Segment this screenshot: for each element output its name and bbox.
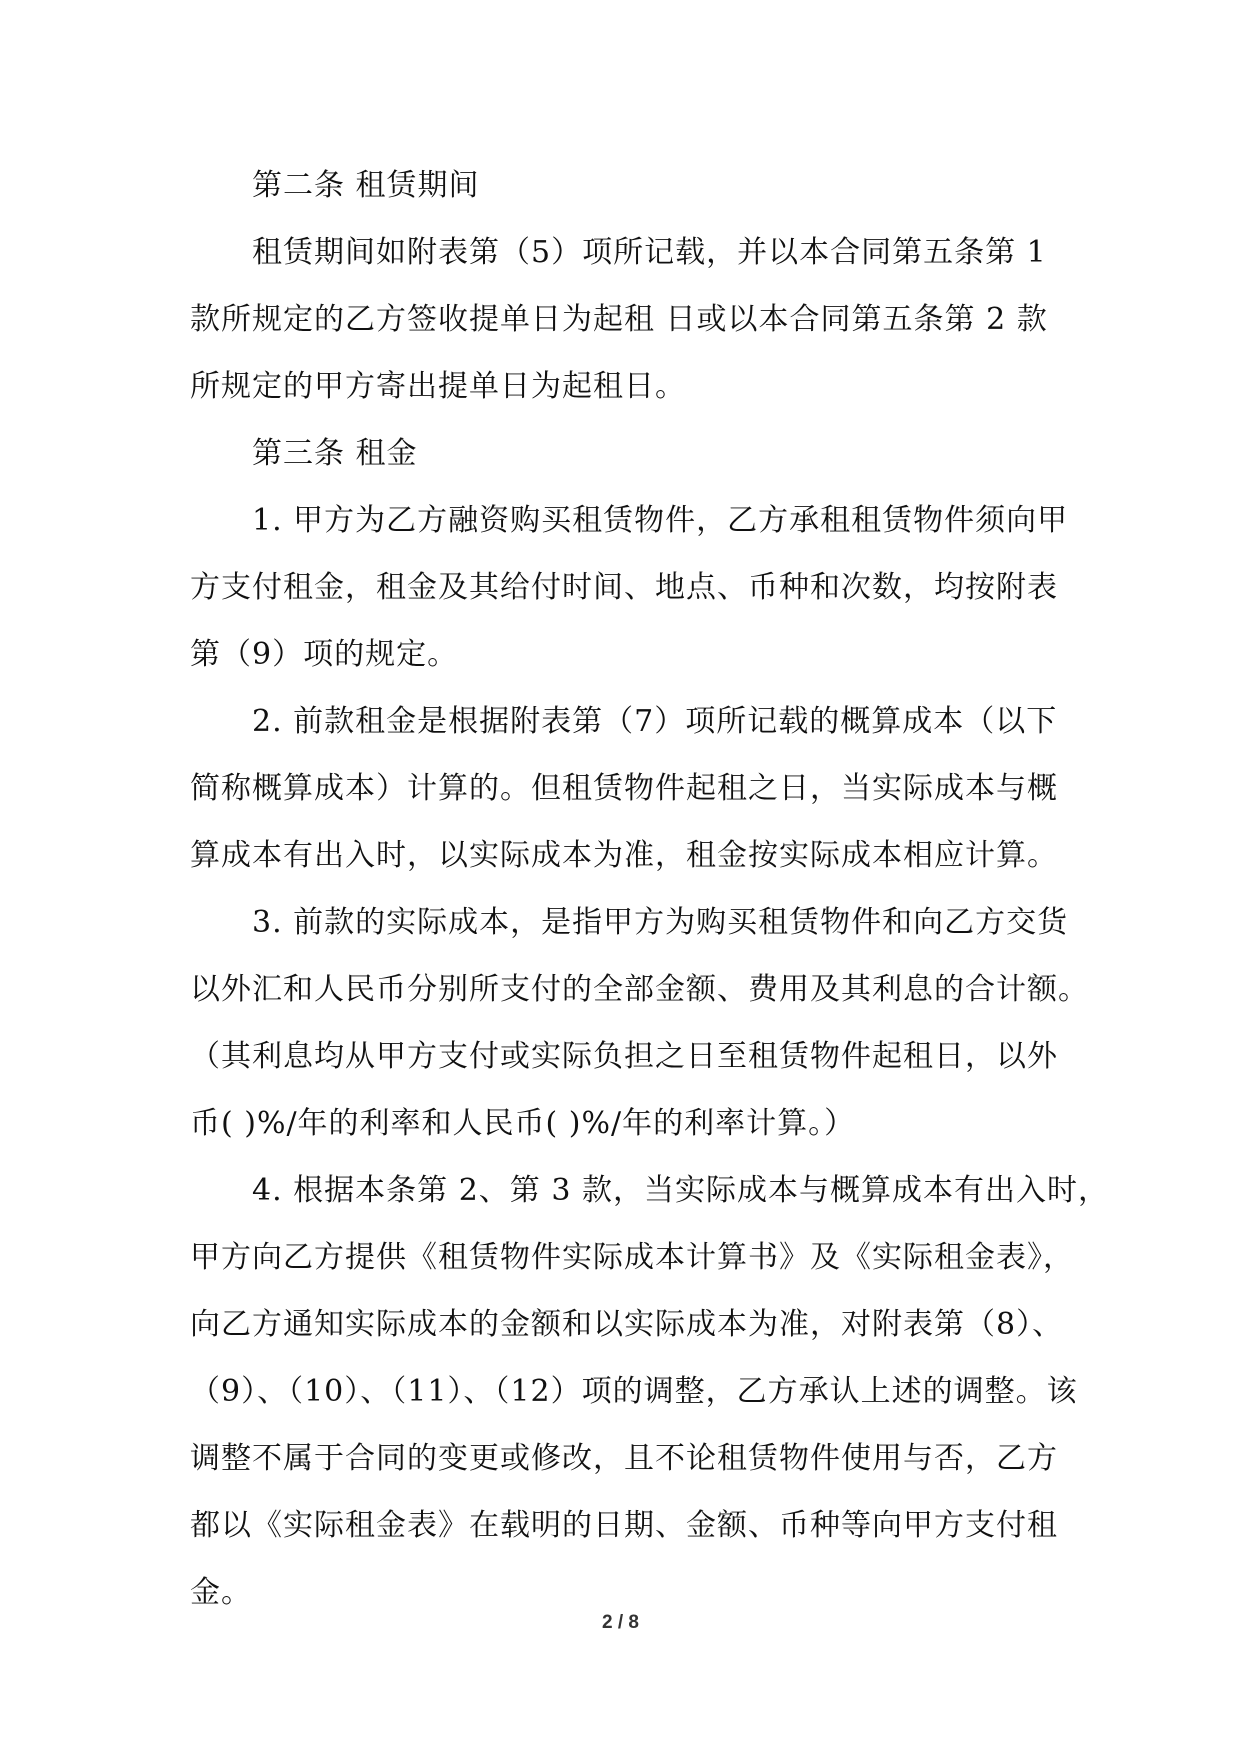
text-line: 第二条 租赁期间 [252, 168, 480, 203]
text-line: 都以《实际租金表》在载明的日期、金额、币种等向甲方支付租 [190, 1508, 1058, 1543]
text-line: 4. 根据本条第 2、第 3 款，当实际成本与概算成本有出入时， [252, 1173, 1109, 1208]
text-line: 租赁期间如附表第（5）项所记载，并以本合同第五条第 1 [252, 235, 1047, 270]
text-line: 算成本有出入时，以实际成本为准，租金按实际成本相应计算。 [190, 838, 1058, 873]
text-line: 币( )%/年的利率和人民币( )%/年的利率计算。） [190, 1106, 856, 1141]
text-line: 3. 前款的实际成本，是指甲方为购买租赁物件和向乙方交货 [252, 905, 1069, 940]
text-line: 款所规定的乙方签收提单日为起租 日或以本合同第五条第 2 款 [190, 302, 1048, 337]
text-line: （其利息均从甲方支付或实际负担之日至租赁物件起租日，以外 [190, 1039, 1058, 1074]
text-line: 以外汇和人民币分别所支付的全部金额、费用及其利息的合计额。 [190, 972, 1089, 1007]
text-line: 方支付租金，租金及其给付时间、地点、币种和次数，均按附表 [190, 570, 1058, 605]
text-line: 向乙方通知实际成本的金额和以实际成本为准，对附表第（8）、 [190, 1307, 1064, 1342]
text-line: 第（9）项的规定。 [190, 637, 459, 672]
text-line: 金。 [190, 1575, 252, 1610]
text-line: 2. 前款租金是根据附表第（7）项所记载的概算成本（以下 [252, 704, 1058, 739]
text-line: 调整不属于合同的变更或修改，且不论租赁物件使用与否，乙方 [190, 1441, 1058, 1476]
text-line: 第三条 租金 [252, 436, 418, 471]
text-line: 甲方向乙方提供《租赁物件实际成本计算书》及《实际租金表》， [190, 1240, 1074, 1275]
text-line: 简称概算成本）计算的。但租赁物件起租之日，当实际成本与概 [190, 771, 1058, 806]
document-body [190, 152, 1109, 1626]
page-number: 2 / 8 [602, 1612, 639, 1633]
text-line: （9）、（10）、（11）、（12）项的调整，乙方承认上述的调整。该 [190, 1374, 1078, 1409]
text-line: 所规定的甲方寄出提单日为起租日。 [190, 369, 686, 404]
text-line: 1. 甲方为乙方融资购买租赁物件，乙方承租租赁物件须向甲 [252, 503, 1069, 538]
